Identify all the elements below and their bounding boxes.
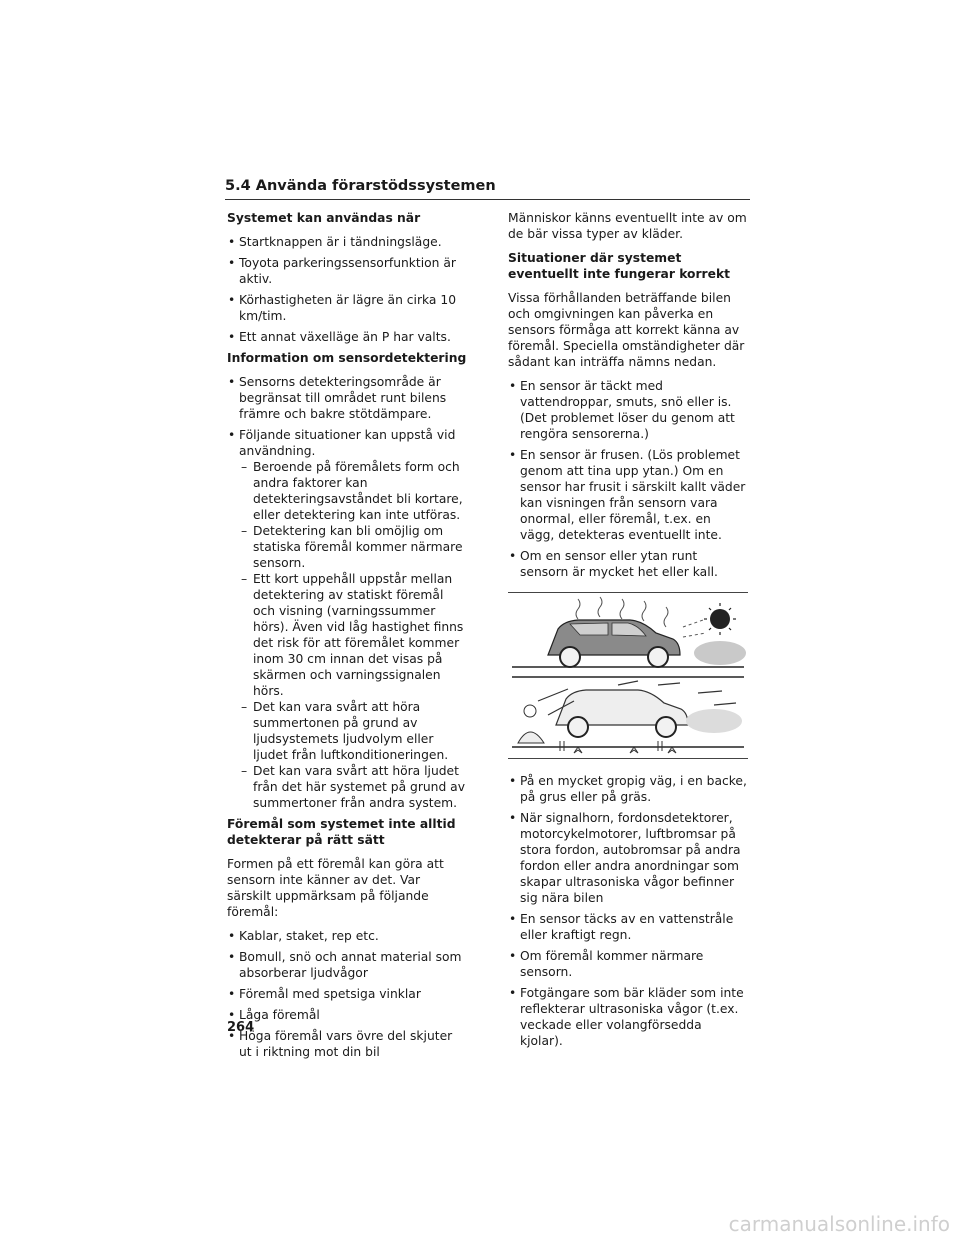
list-item: • En sensor täcks av en vattenstråle eller kraftigt regn.	[508, 911, 748, 943]
list-item: • Körhastigheten är lägre än cirka 10 km/tim.	[227, 292, 467, 324]
objects-list	[227, 928, 467, 1060]
section-header: 5.4 Använda förarstödssystemen	[225, 178, 750, 200]
illustration-svg	[508, 593, 748, 758]
paragraph-clothing: Människor känns eventuellt inte av om de bär vissa typer av kläder.	[508, 211, 747, 241]
list-item: • Kablar, staket, rep etc.	[227, 928, 467, 944]
list-item: • Om en sensor eller ytan runt sensorn är mycket het eller kall.	[508, 548, 748, 580]
watermark: carmanualsonline.info	[728, 1212, 950, 1236]
list-item: • Ett annat växelläge än P har valts.	[227, 329, 467, 345]
page-number: 264	[227, 1020, 255, 1035]
dash-item: – Beroende på föremålets form och andra faktorer kan detekteringsavståndet bli kortare, eller detektering kan inte utföras.	[239, 459, 467, 523]
list-item: • Om föremål kommer närmare sensorn.	[508, 948, 748, 980]
list-item: • Föremål med spetsiga vinklar	[227, 986, 467, 1002]
paragraph-objects: Formen på ett föremål kan göra att sensorn inte känner av det. Var särskilt uppmärksam på följande föremål:	[227, 857, 444, 919]
dash-list	[239, 459, 467, 811]
list-item-text: Följande situationer kan uppstå vid användning.	[239, 428, 456, 458]
heading-objects-not-detected: Föremål som systemet inte alltid detekterar på rätt sätt	[227, 817, 456, 847]
list-item: • Fotgängare som bär kläder som inte reflekterar ultrasoniska vågor (t.ex. veckade eller volangförsedda kjolar).	[508, 985, 748, 1049]
dash-item: – Det kan vara svårt att höra summertonen på grund av ljudsystemets ljudvolym eller ljudet från luftkonditioneringen.	[239, 699, 467, 763]
heading-system-usable: Systemet kan användas när	[227, 211, 421, 225]
list-item: • En sensor är frusen. (Lös problemet genom att tina upp ytan.) Om en sensor har frusit i särskilt kallt väder kan visningen från sensorn vara onormal, eller föremål, t.ex. en vägg, detekteras eventuellt inte.	[508, 447, 748, 543]
list-item: • Toyota parkeringssensorfunktion är aktiv.	[227, 255, 467, 287]
list-item: • När signalhorn, fordonsdetektorer, motorcykelmotorer, luftbromsar på stora fordon, autobromsar på andra fordon eller andra anordningar som skapar ultrasoniska vågor befinner sig nära bilen	[508, 810, 748, 906]
heading-sensor-detection: Information om sensordetektering	[227, 351, 467, 365]
list-item: • Låga föremål	[227, 1007, 467, 1023]
dash-item: – Detektering kan bli omöjlig om statiska föremål kommer närmare sensorn.	[239, 523, 467, 571]
sensor-conditions-list	[508, 378, 748, 580]
environment-list	[508, 773, 748, 1049]
list-item	[227, 427, 467, 811]
list-item: • Höga föremål vars övre del skjuter ut i riktning mot din bil	[227, 1028, 467, 1060]
list-item: • En sensor är täckt med vattendroppar, smuts, snö eller is. (Det problemet löser du genom att rengöra sensorerna.)	[508, 378, 748, 442]
illustration-hot-cold-sensor	[508, 592, 748, 759]
right-column	[508, 210, 748, 1054]
dash-item: – Ett kort uppehåll uppstår mellan detektering av statiskt föremål och visning (varningssummer hörs). Även vid låg hastighet finns det risk för att föremålet kommer inom 30 cm innan det visas på skärmen och varningssignalen hörs.	[239, 571, 467, 699]
list-item: • Sensorns detekteringsområde är begränsat till området runt bilens främre och bakre stötdämpare.	[227, 374, 467, 422]
list-item: • Startknappen är i tändningsläge.	[227, 234, 467, 250]
list-item: • Bomull, snö och annat material som absorberar ljudvågor	[227, 949, 467, 981]
heading-situations: Situationer där systemet eventuellt inte fungerar korrekt	[508, 251, 731, 281]
conditions-list	[227, 234, 467, 345]
left-column	[227, 210, 467, 1065]
sensor-info-list	[227, 374, 467, 811]
paragraph-conditions: Vissa förhållanden beträffande bilen och omgivningen kan påverka en sensors förmåga att korrekt känna av föremål. Speciella omständigheter där sådant kan inträffa nämns nedan.	[508, 291, 745, 369]
list-item: • På en mycket gropig väg, i en backe, på grus eller på gräs.	[508, 773, 748, 805]
dash-item: – Det kan vara svårt att höra ljudet från det här systemet på grund av summertoner från andra system.	[239, 763, 467, 811]
